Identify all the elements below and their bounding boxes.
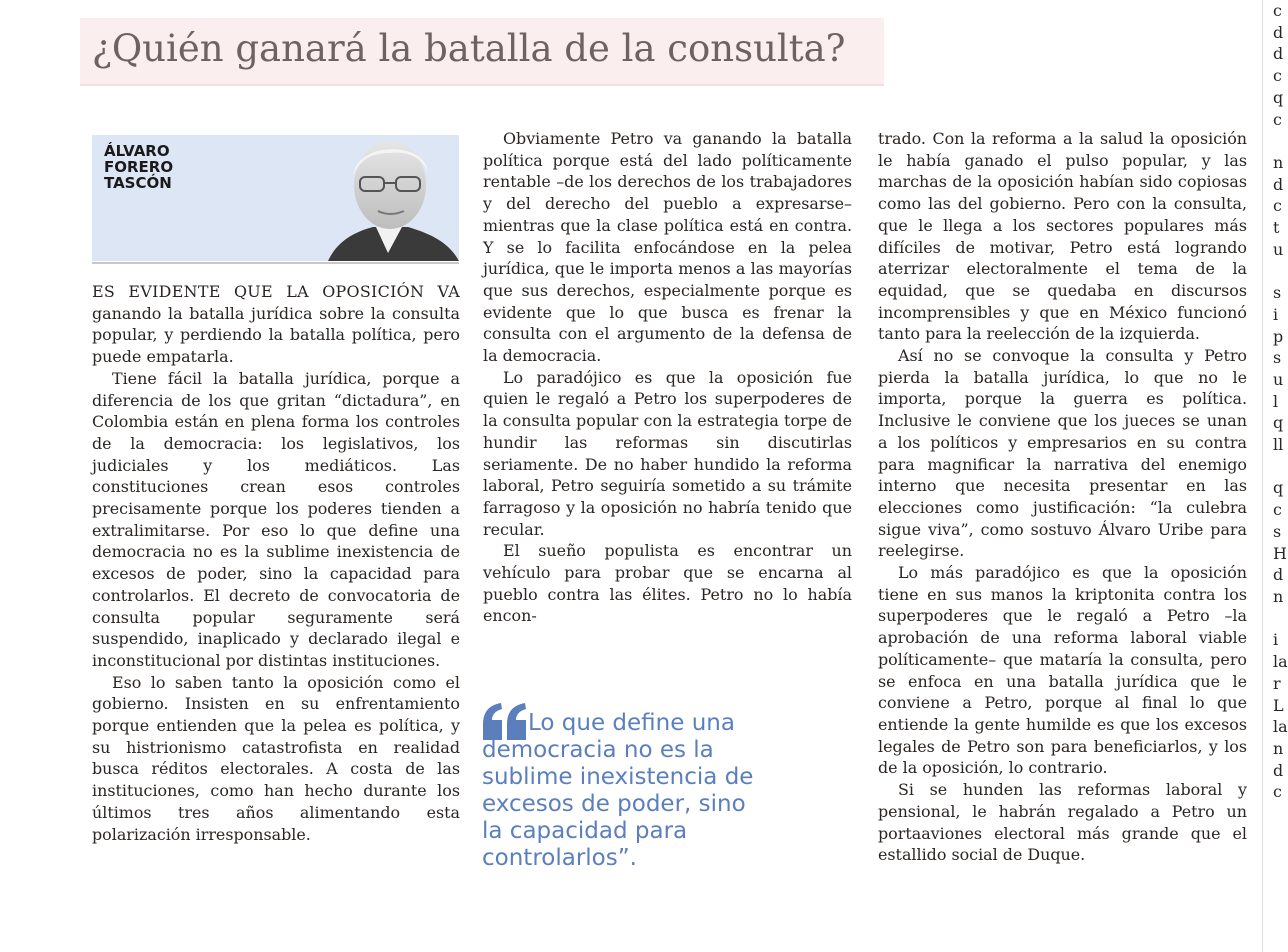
column-3 (878, 128, 1247, 866)
lede-text: ganando la batalla jurídica sobre la consulta popular, y perdiendo la batalla política, pero puede empatarla. (92, 303, 460, 367)
fragment-line: t (1273, 218, 1280, 238)
fragment-line: c (1273, 782, 1282, 802)
pull-quote (482, 710, 754, 872)
fragment-line: s (1273, 283, 1282, 303)
fragment-line: u (1273, 239, 1284, 259)
fragment-line: c (1273, 196, 1282, 216)
fragment-line (1263, 608, 1285, 630)
author-portrait (318, 135, 459, 261)
paragraph: El sueño populista es encontrar un vehículo para probar que se encarna al pueblo contra las élites. Petro no lo había encon- (483, 541, 852, 626)
paragraph: Lo más paradójico es que la oposición tiene en sus manos la kriptonita contra los superpoderes que le regaló a Petro –la aprobación de una reforma laboral viable políticamente– que mataría la consulta, pero se enfoca en una batalla jurídica que le conviene a Petro, porque al final lo que entiende la gente humilde es que los excesos legales de Petro son para beneficiarlos, y los de la oposición, lo contrario. (878, 563, 1247, 778)
fragment-line: c (1273, 109, 1282, 129)
fragment-line (1263, 456, 1285, 478)
fragment-line: L (1273, 695, 1284, 715)
column-1 (92, 281, 460, 845)
author-name (104, 143, 173, 191)
headline-banner (80, 18, 884, 86)
fragment-line: H (1273, 543, 1287, 563)
fragment-line: q (1273, 87, 1284, 107)
fragment-line: d (1273, 760, 1284, 780)
fragment-line: q (1273, 478, 1284, 498)
fragment-line: q (1273, 413, 1284, 433)
fragment-line: s (1273, 521, 1282, 541)
fragment-line: s (1273, 348, 1282, 368)
fragment-line: i (1273, 304, 1279, 324)
fragment-line: l (1273, 391, 1279, 411)
author-name-line: FORERO (104, 158, 174, 176)
author-divider (92, 262, 459, 264)
author-box (92, 135, 459, 261)
fragment-line: d (1273, 565, 1284, 585)
fragment-line: c (1273, 66, 1282, 86)
fragment-line (1263, 260, 1285, 282)
fragment-line: p (1273, 326, 1284, 346)
fragment-line: n (1273, 738, 1284, 758)
paragraph: Si se hunden las reformas laboral y pensional, le habrán regalado a Petro un portaaviones electoral más grande que el estallido social de Duque. (878, 780, 1247, 865)
paragraph (92, 281, 460, 368)
fragment-line: ll (1273, 435, 1284, 455)
fragment-line: n (1273, 152, 1284, 172)
paragraph: Obviamente Petro va ganando la batalla política porque está del lado políticamente rentable –de los derechos de los trabajadores y del derecho del pueblo a expresarse– mientras que la clase política está en contra. Y se lo facilita enfocándose en la pelea jurídica, que le importa menos a las mayorías que sus derechos, especialmente porque es evidente que lo que busca es frenar la consulta con el argumento de la defensa de la democracia. (483, 129, 852, 366)
fragment-line: i (1273, 630, 1279, 650)
article-headline: ¿Quién ganará la batalla de la consulta? (92, 27, 846, 70)
fragment-line: la (1273, 652, 1288, 672)
paragraph: Eso lo saben tanto la oposición como el gobierno. Insisten en su enfrentamiento porque entienden que la pelea es política, y su histrionismo catastrofista en realidad busca réditos electorales. A costa de las instituciones, como han hecho durante los últimos tres años alimentando esta polarización irresponsable. (92, 672, 460, 844)
fragment-line: c (1273, 1, 1282, 20)
fragment-line (1263, 130, 1285, 152)
column-2 (483, 128, 852, 627)
fragment-line: r (1273, 673, 1281, 693)
author-name-line: ÁLVARO (104, 142, 170, 160)
paragraph: Tiene fácil la batalla jurídica, porque a diferencia de los que gritan “dictadura”, en Colombia están en plena forma los controles de la democracia: los legislativos, los judiciales y los mediáticos. Las constituciones crean esos controles precisamente porque los poderes tienden a extralimitarse. Por eso lo que define una democracia no es la sublime inexistencia de excesos de poder, sino la capacidad para controlarlos. El decreto de convocatoria de consulta popular seguramente será suspendido, inaplicado y declarado ilegal e inconstitucional por distintas instituciones. (92, 368, 460, 670)
fragment-line: la (1273, 717, 1288, 737)
fragment-line: d (1273, 22, 1284, 42)
pull-quote-text: Lo que define una democracia no es la sublime inexistencia de excesos de poder, sino la capacidad para controlarlos”. (482, 710, 754, 871)
paragraph: trado. Con la reforma a la salud la oposición le había ganado el pulso popular, y las marchas de la oposición habían sido copiosas como las del gobierno. Pero con la consulta, que le llega a los sectores populares más difíciles de motivar, Petro está logrando aterrizar electoralmente el tema de la equidad, que se quedaba en discursos incomprensibles y que en México funcionó tanto para la reelección de la izquierda. (878, 129, 1247, 344)
fragment-line: u (1273, 369, 1284, 389)
lede-caps: ES EVIDENTE QUE LA OPOSICIÓN VA (92, 282, 460, 301)
fragment-line: d (1273, 44, 1284, 64)
paragraph: Lo paradójico es que la oposición fue quien le regaló a Petro los superpoderes de la consulta popular con la estrategia torpe de hundir las reformas sin discutirlas seriamente. De no haber hundido la reforma laboral, Petro seguiría sometido a su trámite farragoso y la oposición no habría tenido que recular. (483, 367, 852, 539)
adjacent-column-fragment (1262, 0, 1288, 952)
fragment-line: n (1273, 586, 1284, 606)
author-name-line: TASCÓN (104, 174, 172, 192)
fragment-line: c (1273, 500, 1282, 520)
fragment-line: d (1273, 174, 1284, 194)
paragraph: Así no se convoque la consulta y Petro pierda la batalla jurídica, lo que no le importa, porque la guerra es política. Inclusive le conviene que los jueces se unan a los políticos y empresarios en su contra para magnificar la narrativa del enemigo interno que necesita presentar en las elecciones como justificación: “la culebra sigue viva”, como sostuvo Álvaro Uribe para reelegirse. (878, 346, 1247, 561)
